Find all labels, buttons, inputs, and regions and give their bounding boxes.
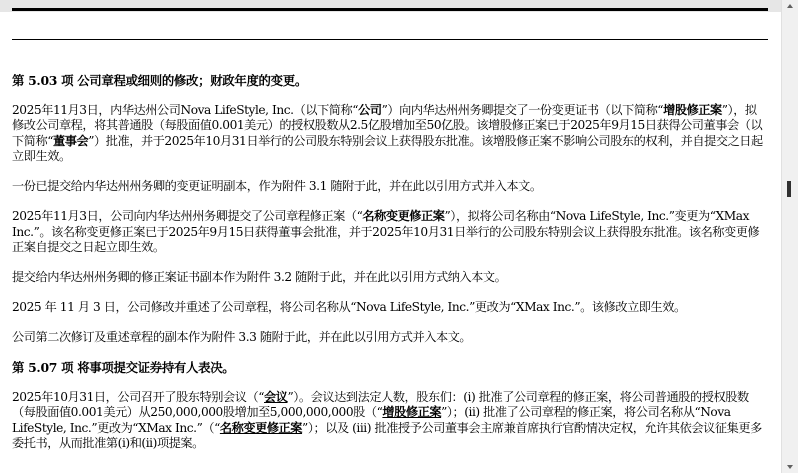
scroll-up-arrow-icon[interactable] [787, 4, 793, 8]
top-rule-thick [12, 8, 768, 11]
scroll-down-arrow-icon[interactable] [787, 465, 793, 469]
document-body [12, 73, 768, 466]
defined-term: 名称变更修正案 [362, 209, 445, 223]
top-rule-thin [12, 39, 768, 40]
paragraph: 2025年10月31日，公司召开了股东特别会议（“会议”）。会议达到法定人数，股东们：(i) 批准了公司章程的修正案，将公司普通股的授权股数（每股面值0.001美元）从250,000,000股增加至5,000,000,000股（“增股修正案”）；(ii) 批准了公司章程的修正案，将公司名称从“Nova LifeStyle, Inc.”更改为“XMax Inc.”（“名称变更修正案”）；以及 (iii) 批准授予公司董事会主席兼首席执行官酌情决定权，允许其依会议征集更多委托书，从而批准第(i)和(ii)项提案。 [12, 389, 762, 450]
defined-term: 增股修正案 [382, 405, 442, 419]
paragraph: 提交给内华达州州务卿的修正案证书副本作为附件 3.2 随附于此，并在此以引用方式纳入本文。 [12, 270, 507, 284]
vertical-scrollbar[interactable] [781, 0, 798, 473]
paragraph: 2025 年 11 月 3 日，公司修改并重述了公司章程，将公司名称从“Nova LifeStyle, Inc.”更改为“XMax Inc.”。该修改立即生效。 [12, 300, 686, 314]
section-heading-5-07: 第 5.07 项 将事项提交证券持有人表决。 [12, 360, 235, 375]
paragraph: 2025年11月3日，公司向内华达州州务卿提交了公司章程修正案（“名称变更修正案”），拟将公司名称由“Nova LifeStyle, Inc.”变更为“XMax Inc.”。该名称变更修正案已于2025年9月15日获得董事会批准，并于2025年10月31日举行的公司股东特别会议上获得股东批准。该名称变更修正案自提交之日起立即生效。 [12, 209, 760, 254]
defined-term: 公司 [358, 102, 382, 117]
paragraph: 2025年11月3日，内华达州公司Nova LifeStyle, Inc.（以下简称“公司”）向内华达州州务卿提交了一份变更证书（以下简称“增股修正案”），拟修改公司章程，将其普通股（每股面值0.001美元）的授权股数从2.5亿股增加至50亿股。该增股修正案已于2025年9月15日获得公司董事会（以下简称“董事会”）批准，并于2025年10月31日举行的公司股东特别会议上获得股东批准。该增股修正案不影响公司股东的权利，并自提交之日起立即生效。 [12, 102, 763, 163]
paragraph: 公司第二次修订及重述章程的副本作为附件 3.3 随附于此，并在此以引用方式并入本文。 [12, 330, 472, 344]
defined-term: 会议 [264, 389, 288, 404]
defined-term: 增股修正案 [663, 102, 722, 117]
paragraph: 一份已提交给内华达州州务卿的变更证明副本，作为附件 3.1 随附于此，并在此以引用方式并入本文。 [12, 179, 542, 193]
defined-term: 名称变更修正案 [219, 420, 303, 435]
defined-term: 董事会 [53, 133, 89, 148]
section-heading-5-03: 第 5.03 项 公司章程或细则的修改；财政年度的变更。 [12, 73, 307, 88]
scroll-thumb[interactable] [787, 181, 791, 197]
